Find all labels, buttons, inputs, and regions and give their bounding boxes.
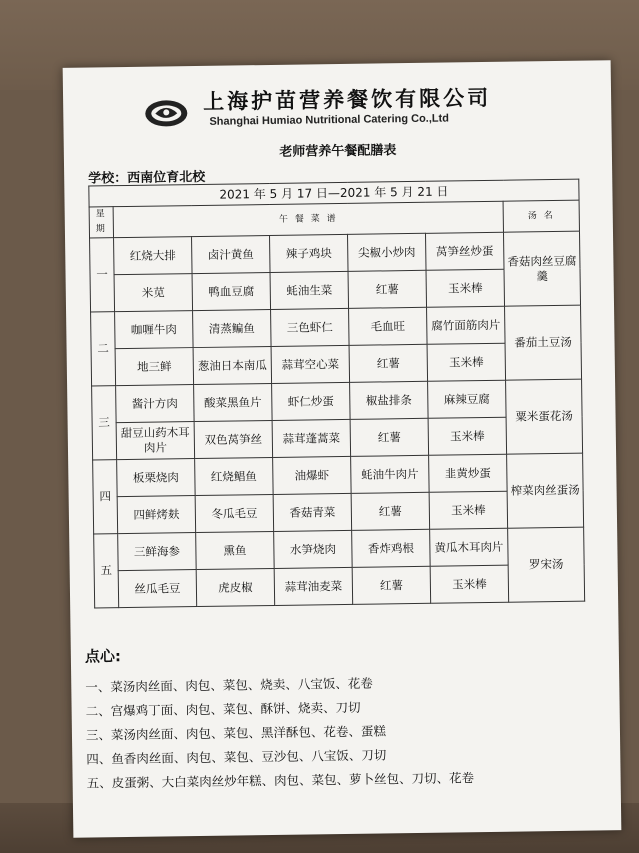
list-item: 四、鱼香肉丝面、肉包、菜包、豆沙包、八宝饭、刀切	[86, 747, 387, 767]
day-cell: 三	[92, 386, 117, 460]
dish-cell: 酱汁方肉	[116, 385, 195, 423]
dish-cell: 虎皮椒	[196, 568, 275, 606]
date-range: 2021 年 5 月 17 日—2021 年 5 月 21 日	[89, 179, 579, 207]
soup-cell: 罗宋汤	[508, 527, 585, 602]
table-row	[90, 231, 581, 275]
day-cell: 四	[93, 460, 118, 534]
table-row	[92, 379, 583, 423]
dish-cell: 毛血旺	[349, 307, 428, 345]
snacks-title: 点心:	[84, 647, 121, 666]
dish-cell: 油爆虾	[273, 456, 352, 494]
dish-cell: 尖椒小炒肉	[348, 233, 427, 271]
table-row	[91, 305, 582, 349]
header-soup: 汤 名	[503, 200, 580, 232]
dish-cell: 蒜茸空心菜	[271, 345, 350, 383]
dish-cell: 丝瓜毛豆	[118, 570, 197, 608]
dish-cell: 鸭血豆腐	[192, 272, 271, 310]
dish-cell: 熏鱼	[196, 531, 275, 569]
dish-cell: 辣子鸡块	[270, 234, 349, 272]
dish-cell: 卤汁黄鱼	[192, 235, 271, 273]
dish-cell: 冬瓜毛豆	[195, 494, 274, 532]
school-label: 学校：西南位育北校	[88, 169, 206, 187]
header-dishes: 午 餐 菜 谱	[113, 201, 503, 237]
dish-cell: 红烧鲳鱼	[195, 457, 274, 495]
dish-cell: 三色虾仁	[271, 308, 350, 346]
company-name-en: Shanghai Humiao Nutritional Catering Co.,Ltd	[209, 112, 450, 128]
dish-cell: 清蒸鳊鱼	[193, 309, 272, 347]
dish-cell: 三鲜海参	[118, 533, 197, 571]
table-row	[94, 527, 585, 571]
dish-cell: 红薯	[350, 418, 429, 456]
dish-cell: 玉米棒	[427, 343, 506, 381]
header-day: 星期	[89, 207, 113, 238]
dish-cell: 玉米棒	[430, 565, 509, 603]
dish-cell: 玉米棒	[426, 269, 505, 307]
soup-cell: 番茄土豆汤	[505, 305, 582, 380]
dish-cell: 椒盐排条	[350, 381, 429, 419]
dish-cell: 蚝油牛肉片	[351, 455, 430, 493]
table-row	[93, 453, 584, 497]
list-item: 五、皮蛋粥、大白菜肉丝炒年糕、肉包、菜包、萝卜丝包、刀切、花卷	[86, 770, 475, 791]
dish-cell: 蚝油生菜	[270, 271, 349, 309]
soup-cell: 粟米蛋花汤	[506, 379, 583, 454]
dish-cell: 玉米棒	[429, 491, 508, 529]
day-cell: 五	[94, 534, 119, 608]
dish-cell: 双色莴笋丝	[194, 420, 273, 458]
dish-cell: 酸菜黑鱼片	[194, 383, 273, 421]
dish-cell: 韭黄炒蛋	[429, 454, 508, 492]
dish-cell: 香炸鸡根	[352, 529, 431, 567]
dish-cell: 蒜茸油麦菜	[274, 567, 353, 605]
list-item: 二、宫爆鸡丁面、肉包、菜包、酥饼、烧卖、刀切	[85, 699, 361, 719]
document-title: 老师营养午餐配膳表	[279, 143, 397, 160]
dish-cell: 红薯	[349, 344, 428, 382]
dish-cell: 红薯	[351, 492, 430, 530]
company-name-cn: 上海护苗营养餐饮有限公司	[202, 84, 492, 114]
dish-cell: 腐竹面筋肉片	[427, 306, 506, 344]
dish-cell: 板栗烧肉	[117, 459, 196, 497]
dish-cell: 香菇青菜	[273, 493, 352, 531]
dish-cell: 葱油日本南瓜	[193, 346, 272, 384]
company-logo-icon	[143, 98, 189, 129]
dish-cell: 红薯	[348, 270, 427, 308]
soup-cell: 香菇肉丝豆腐羹	[503, 231, 580, 306]
menu-sheet	[63, 60, 622, 838]
dish-cell: 虾仁炒蛋	[272, 382, 351, 420]
dish-cell: 四鲜烤麸	[117, 496, 196, 534]
dish-cell: 地三鲜	[115, 348, 194, 386]
list-item: 三、菜汤肉丝面、肉包、菜包、黑洋酥包、花卷、蛋糕	[85, 723, 387, 743]
day-cell: 一	[90, 238, 115, 312]
lunch-menu-table	[88, 179, 585, 609]
dish-cell: 咖喱牛肉	[115, 311, 194, 349]
dish-cell: 玉米棒	[428, 417, 507, 455]
soup-cell: 榨菜肉丝蛋汤	[507, 453, 584, 528]
dish-cell: 红薯	[352, 566, 431, 604]
dish-cell: 红烧大排	[114, 237, 193, 275]
dish-cell: 麻辣豆腐	[428, 380, 507, 418]
list-item: 一、菜汤肉丝面、肉包、菜包、烧卖、八宝饭、花卷	[85, 675, 373, 695]
day-cell: 二	[91, 312, 116, 386]
dish-cell: 甜豆山药木耳肉片	[116, 422, 195, 460]
dish-cell: 黄瓜木耳肉片	[430, 528, 509, 566]
snacks-list	[85, 670, 474, 795]
dish-cell: 莴笋丝炒蛋	[425, 232, 504, 270]
dish-cell: 水笋烧肉	[274, 530, 353, 568]
dish-cell: 蒜茸蓬蒿菜	[272, 419, 351, 457]
dish-cell: 米苋	[114, 274, 193, 312]
